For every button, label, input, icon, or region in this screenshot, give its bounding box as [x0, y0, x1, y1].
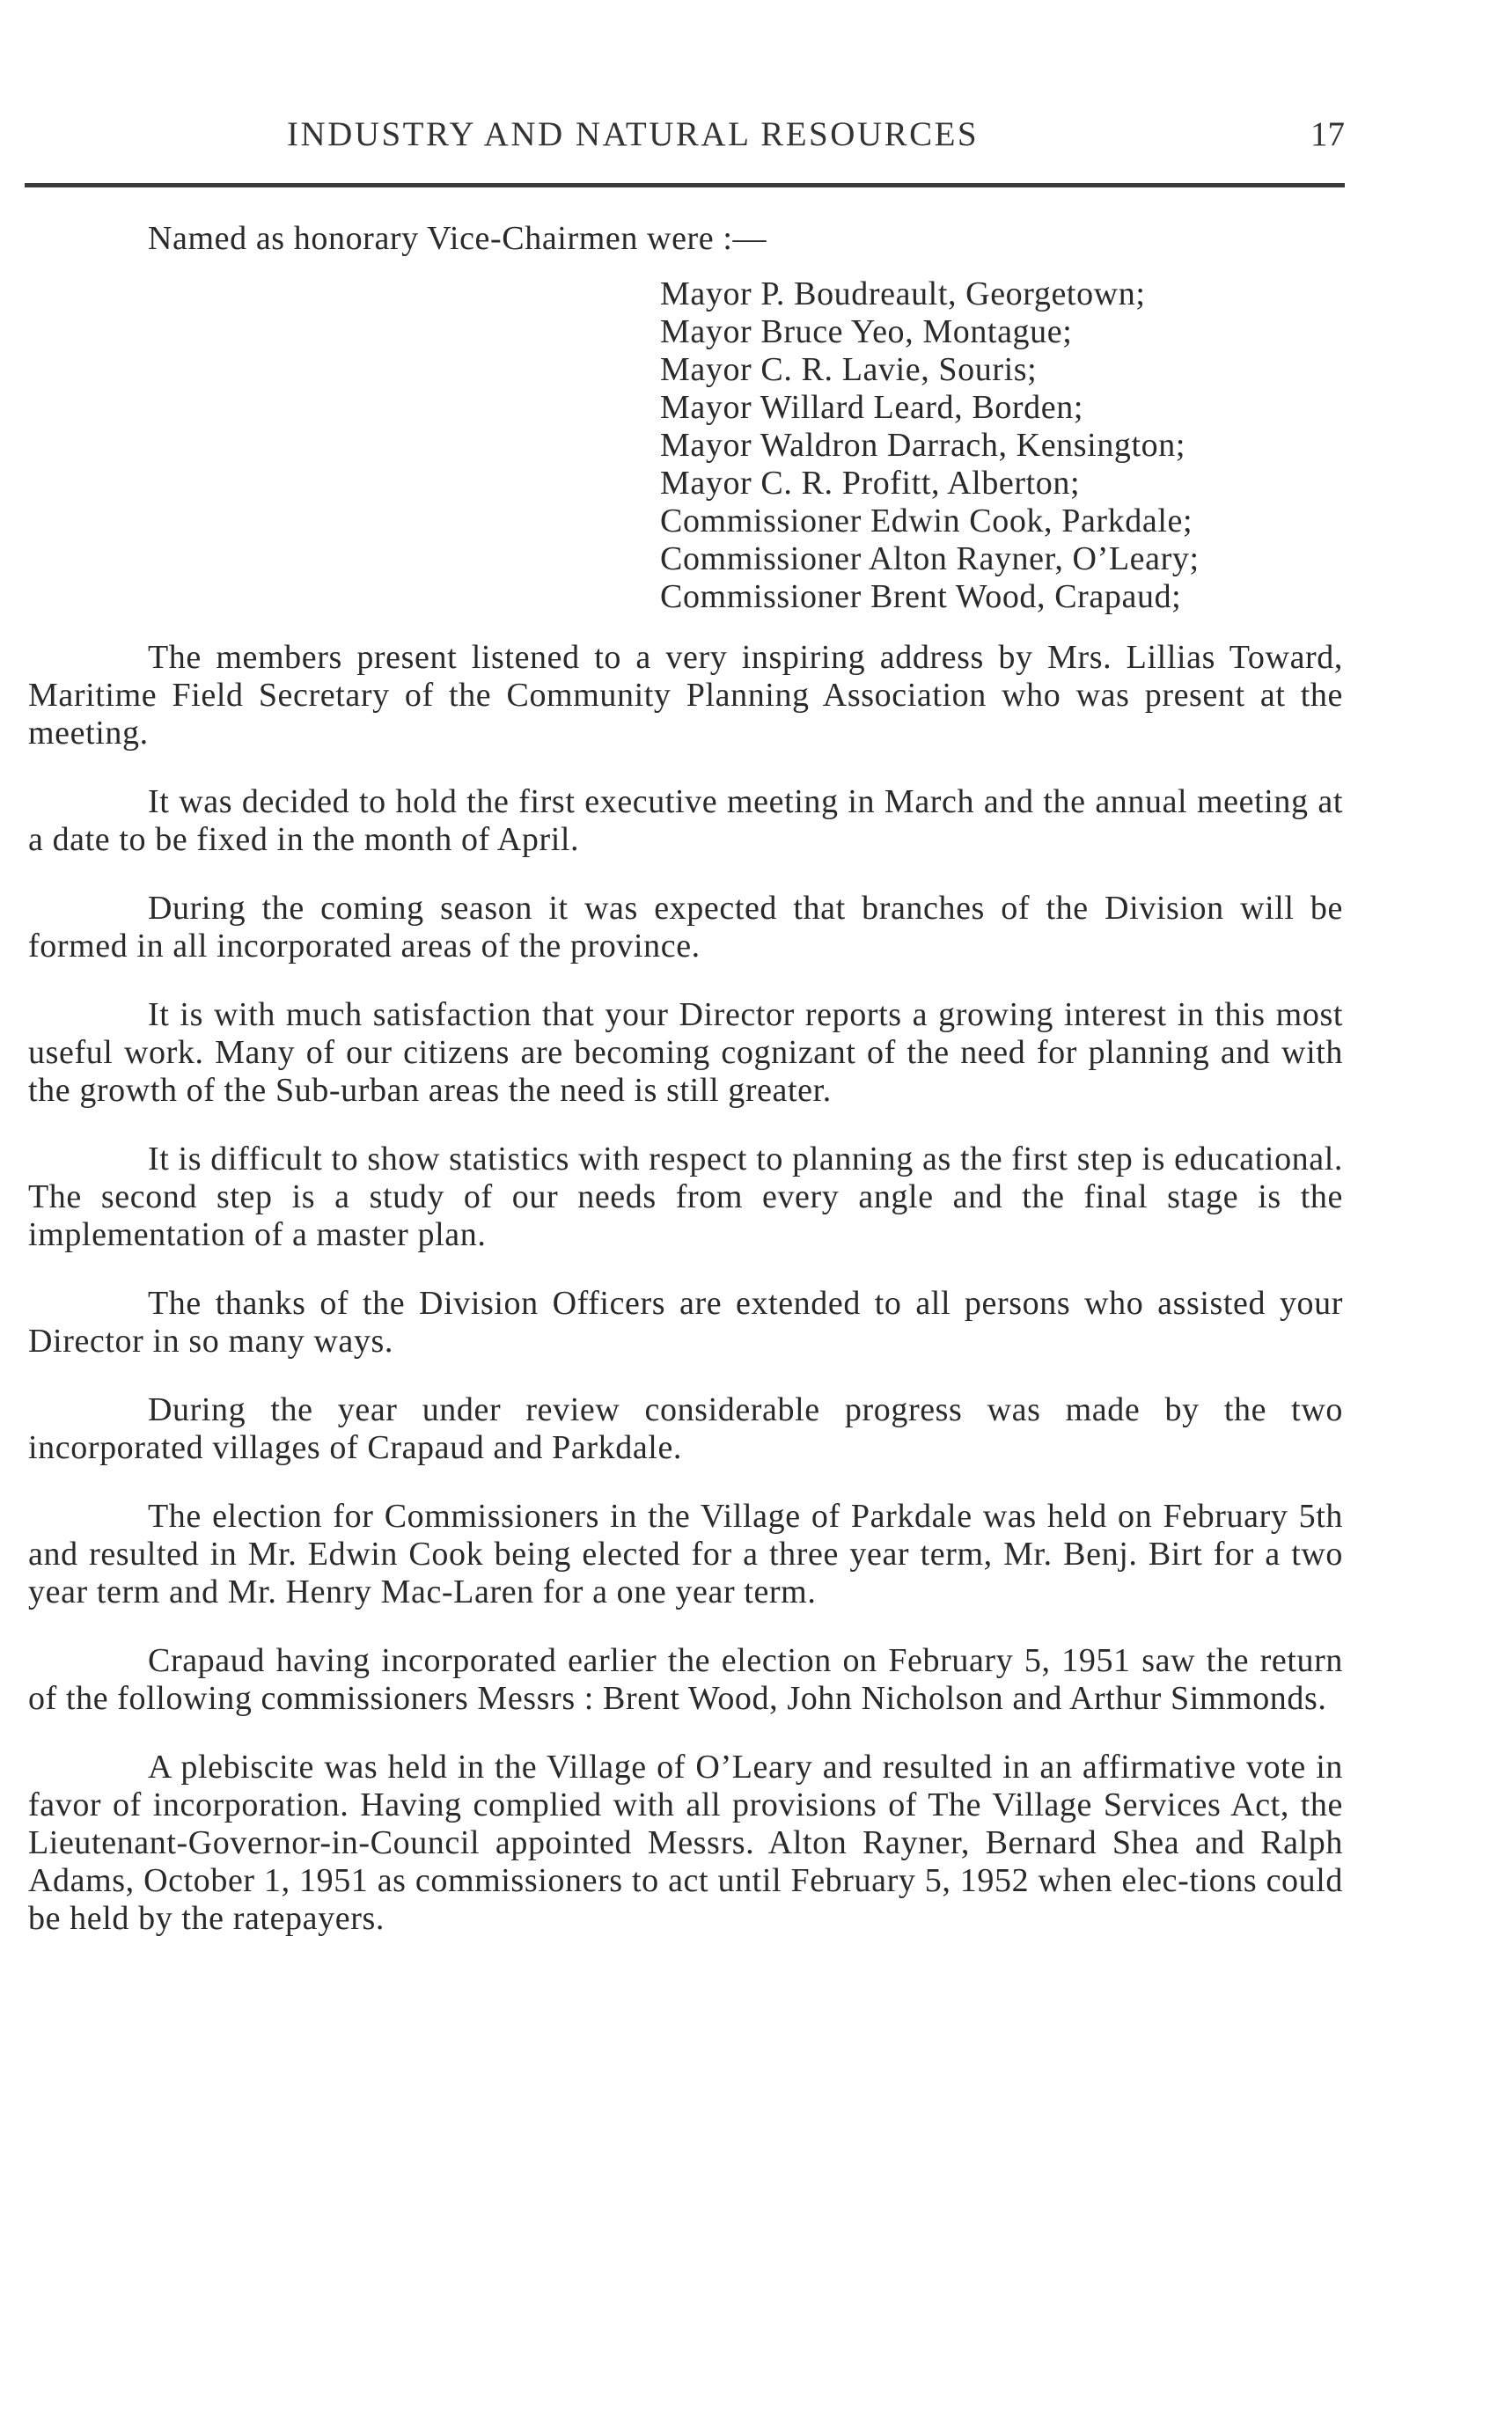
running-head: INDUSTRY AND NATURAL RESOURCES [287, 115, 980, 153]
body-text [28, 220, 1343, 1969]
paragraph: It is difficult to show statistics with respect to planning as the first step is educational. The second step is a study of our needs from every angle and the final stage is the implementation of a master plan. [28, 1141, 1343, 1253]
list-item: Commissioner Edwin Cook, Parkdale; [660, 502, 1193, 539]
list-item: Commissioner Brent Wood, Crapaud; [660, 578, 1182, 615]
list-item: Mayor P. Boudreault, Georgetown; [660, 275, 1146, 312]
list-item: Mayor Willard Leard, Borden; [660, 389, 1083, 426]
paragraph: The thanks of the Division Officers are extended to all persons who assisted your Director in so many ways. [28, 1285, 1343, 1360]
paragraph: The members present listened to a very inspiring address by Mrs. Lillias Toward, Maritime Field Secretary of the Community Planning Association who was present at the meeting. [28, 639, 1343, 752]
list-item: Mayor C. R. Lavie, Souris; [660, 351, 1038, 388]
list-item: Mayor Bruce Yeo, Montague; [660, 313, 1073, 350]
list-item: Mayor C. R. Profitt, Alberton; [660, 465, 1081, 502]
header-rule [25, 183, 1345, 187]
intro-paragraph: Named as honorary Vice-Chairmen were :— [148, 220, 767, 257]
paragraph: Crapaud having incorporated earlier the election on February 5, 1951 saw the return of the following commissioners Messrs : Brent Wood, John Nicholson and Arthur Simmonds. [28, 1642, 1343, 1717]
vice-chairmen-list [660, 275, 1343, 616]
paragraph: The election for Commissioners in the Village of Parkdale was held on February 5th and resulted in Mr. Edwin Cook being elected for a three year term, Mr. Benj. Birt for a two year term and Mr. Henry Mac-Laren for a one year term. [28, 1498, 1343, 1610]
page-header [25, 114, 1345, 167]
paragraph: During the year under review considerable progress was made by the two incorporated villages of Crapaud and Parkdale. [28, 1391, 1343, 1466]
paragraph: It is with much satisfaction that your Director reports a growing interest in this most useful work. Many of our citizens are becoming cognizant of the need for planning and with the growth of the Sub-urban areas the need is still greater. [28, 996, 1343, 1109]
page-number: 17 [1310, 115, 1345, 153]
paragraph: A plebiscite was held in the Village of O’Leary and resulted in an affirmative vote in favor of incorporation. Having complied with all provisions of The Village Services Act, the Lieutenant-Governor-in-Council appointed Messrs. Alton Rayner, Bernard Shea and Ralph Adams, October 1, 1951 as commissioners to act until February 5, 1952 when elec-tions could be held by the ratepayers. [28, 1749, 1343, 1937]
paragraph: It was decided to hold the first executive meeting in March and the annual meeting at a date to be fixed in the month of April. [28, 783, 1343, 858]
paragraph: During the coming season it was expected that branches of the Division will be formed in all incorporated areas of the province. [28, 890, 1343, 965]
list-item: Mayor Waldron Darrach, Kensington; [660, 427, 1186, 464]
list-item: Commissioner Alton Rayner, O’Leary; [660, 540, 1200, 577]
